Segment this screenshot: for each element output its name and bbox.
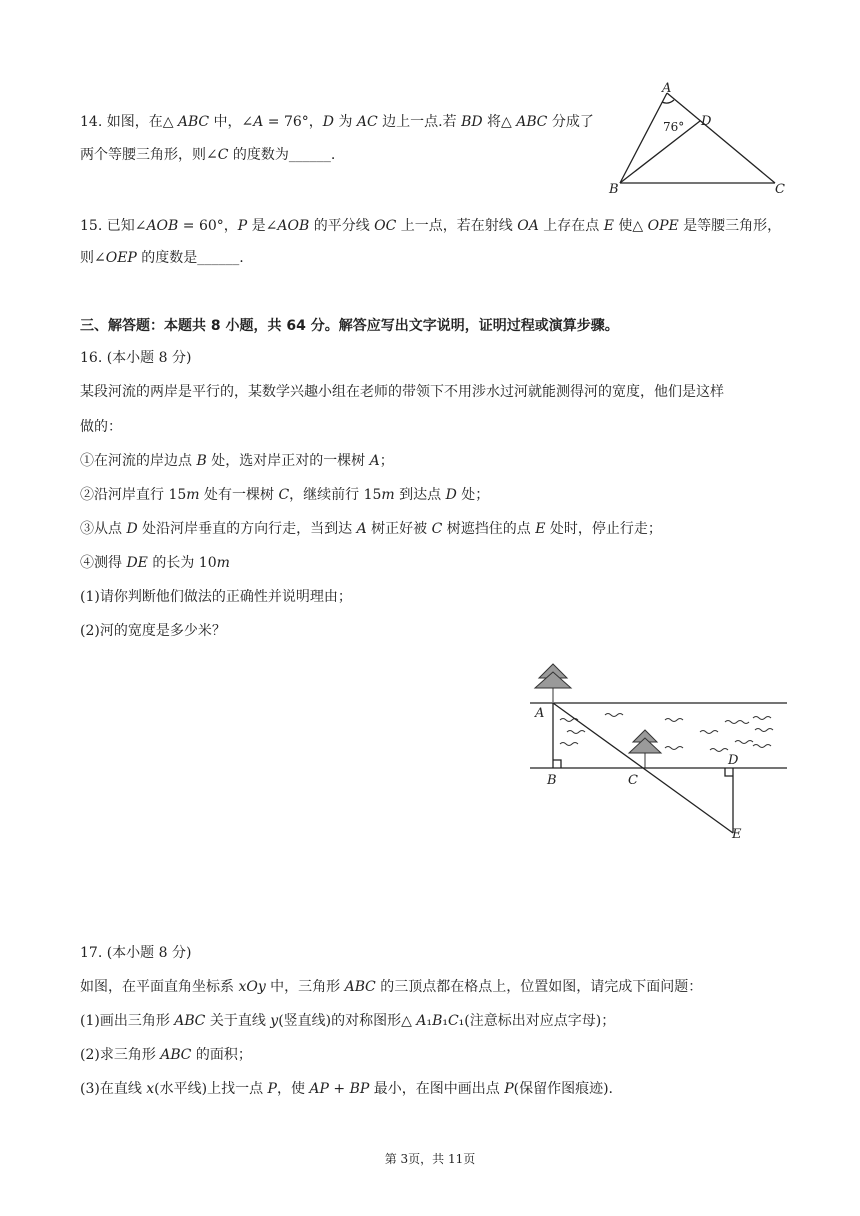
tree-c-icon [629, 730, 661, 768]
q14-line1: 14. 如图，在△ 𝐴𝐵𝐶 中，∠𝐴 = 76°，𝐷 为 𝐴𝐶 边上一点.若 𝐵𝐷 将△ 𝐴𝐵𝐶 分成了 [80, 114, 594, 130]
q16-intro2: 做的： [80, 419, 122, 435]
q16-step2: ②沿河岸直行 15𝑚 处有一棵树 𝐶，继续前行 15𝑚 到达点 𝐷 处； [80, 487, 490, 503]
q16-step3: ③从点 𝐷 处沿河岸垂直的方向行走，当到达 𝐴 树正好被 𝐶 树遮挡住的点 𝐸 处时，停止行走； [80, 521, 662, 537]
q16-part1: (1)请你判断他们做法的正确性并说明理由； [80, 589, 352, 605]
q17-part1: (1)画出三角形 𝐴𝐵𝐶 关于直线 𝑦(竖直线)的对称图形△ 𝐴₁𝐵₁𝐶₁(注意标出对应点字母)； [80, 1013, 616, 1029]
q17-part3: (3)在直线 𝑥(水平线)上找一点 𝑃，使 𝐴𝑃 + 𝐵𝑃 最小，在图中画出点 𝑃(保留作图痕迹). [80, 1081, 613, 1097]
q16-step1: ①在河流的岸边点 𝐵 处，选对岸正对的一棵树 𝐴； [80, 453, 394, 469]
q16-label-a: A [535, 706, 545, 721]
q17-part2: (2)求三角形 𝐴𝐵𝐶 的面积； [80, 1047, 252, 1063]
q14-triangle-figure [605, 81, 785, 197]
q15-line2: 则∠𝑂𝐸𝑃 的度数是______. [80, 250, 244, 266]
q14-line2: 两个等腰三角形，则∠𝐶 的度数为______. [80, 147, 336, 163]
q14-label-b: B [609, 182, 619, 197]
q16-label-c: C [628, 773, 638, 788]
q14-label-a: A [662, 81, 672, 96]
q16-intro1: 某段河流的两岸是平行的，某数学兴趣小组在老师的带领下不用涉水过河就能测得河的宽度，他们是这样 [80, 384, 724, 400]
q14-angle-label: 76° [663, 120, 685, 134]
q16-step4: ④测得 𝐷𝐸 的长为 10𝑚 [80, 555, 230, 571]
q16-label-b: B [547, 773, 557, 788]
q16-label-d: D [728, 753, 739, 768]
tree-a-icon [535, 664, 571, 702]
water-waves [560, 714, 773, 752]
q17-intro: 如图，在平面直角坐标系 𝑥𝑂𝑦 中，三角形 𝐴𝐵𝐶 的三顶点都在格点上，位置如图，请完成下面问题： [80, 979, 703, 995]
page-footer: 第 3页，共 11页 [384, 1152, 476, 1166]
q14-label-c: C [775, 182, 785, 197]
q16-part2: (2)河的宽度是多少米？ [80, 623, 226, 639]
q15-line1: 15. 已知∠𝐴𝑂𝐵 = 60°，𝑃 是∠𝐴𝑂𝐵 的平分线 𝑂𝐶 上一点，若在射线 𝑂𝐴 上存在点 𝐸 使△ 𝑂𝑃𝐸 是等腰三角形， [80, 218, 782, 234]
section3-heading: 三、解答题：本题共 8 小题，共 64 分。解答应写出文字说明，证明过程或演算步骤。 [80, 318, 619, 334]
q17-title: 17. (本小题 8 分) [80, 945, 192, 961]
q16-label-e: E [732, 827, 742, 842]
q14-label-d: D [701, 114, 712, 129]
q16-river-figure [525, 660, 795, 845]
q16-title: 16. (本小题 8 分) [80, 350, 192, 366]
